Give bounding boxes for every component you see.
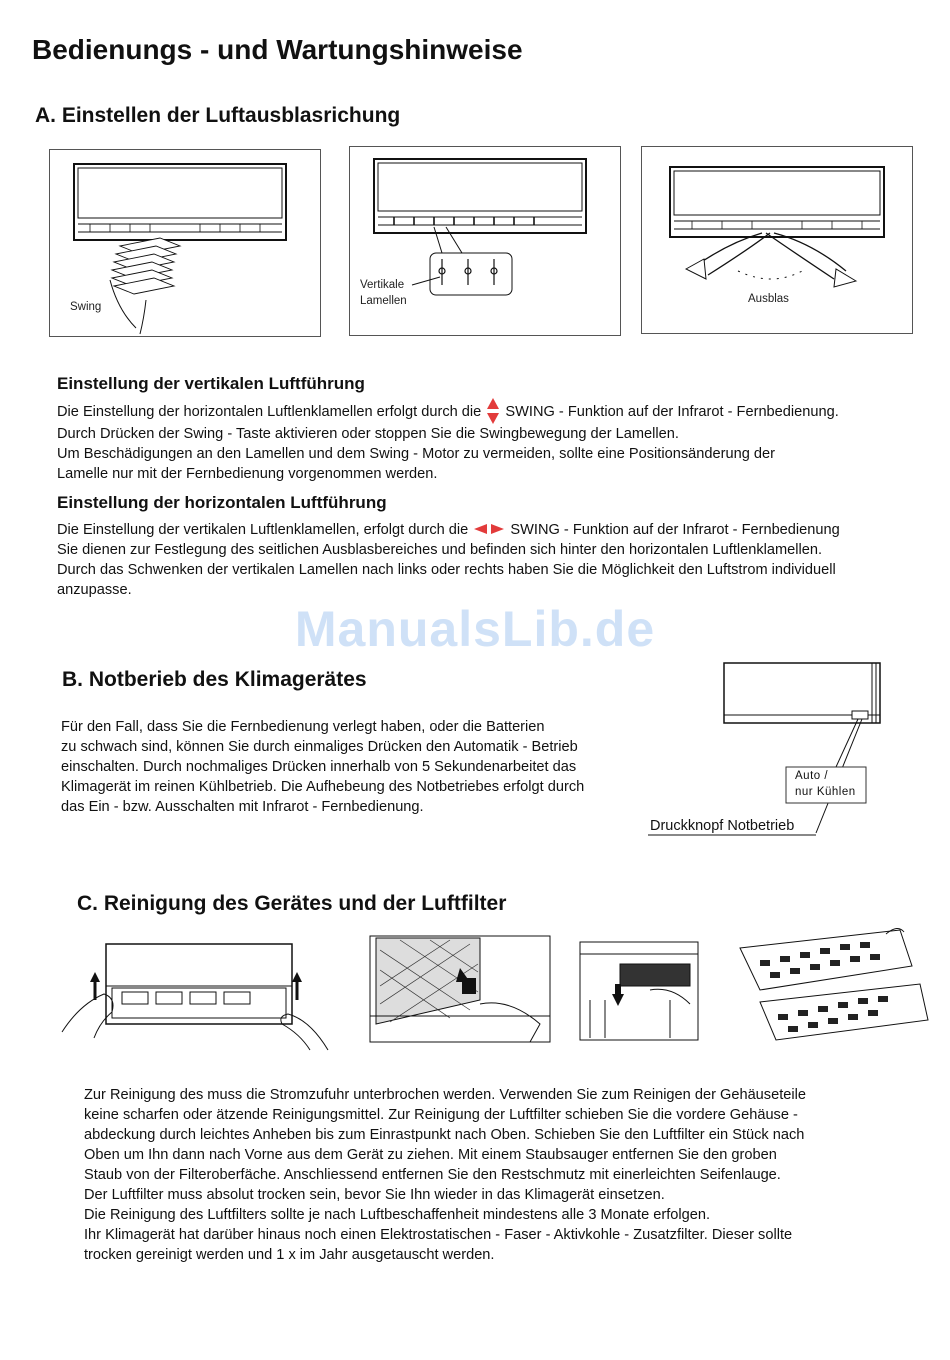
section-b-line: einschalten. Durch nochmaliges Drücken innerhalb von 5 Sekundenarbeitet das — [61, 759, 577, 775]
vertical-text-line: Die Einstellung der horizontalen Luftlenklamellen erfolgt durch die — [57, 404, 482, 420]
horizontal-swing-arrow-icon — [474, 524, 504, 534]
section-c-line: Die Reinigung des Luftfilters sollte je nach Luftbeschaffenheit mindestens alle 3 Monate erfolgen. — [84, 1207, 711, 1223]
section-b-text — [61, 717, 584, 817]
auto-label-line: nur Kühlen — [795, 786, 856, 798]
horizontal-text-line: Die Einstellung der vertikalen Luftlenklamellen, erfolgt durch die — [57, 522, 469, 538]
section-c-line: Zur Reinigung des muss die Stromzufuhr unterbrochen werden. Verwenden Sie zum Reinigen der Gehäuseteile — [84, 1087, 806, 1103]
figure-ausblas — [641, 146, 913, 334]
vertical-text-line: SWING - Funktion auf der Infrarot - Fernbedienung. — [505, 404, 839, 420]
auto-label — [795, 768, 856, 800]
section-c-heading: C. Reinigung des Gerätes und der Luftfilter — [77, 892, 507, 915]
lamellen-illustration — [350, 147, 620, 335]
page-title: Bedienungs - und Wartungshinweise — [32, 34, 523, 65]
horizontal-text — [57, 520, 840, 600]
section-c-text — [84, 1085, 806, 1265]
lamellen-label: Lamellen — [360, 295, 407, 307]
swing-illustration — [50, 150, 320, 336]
vertical-text — [57, 398, 839, 484]
section-c-line: Oben um Ihn dann nach Vorne aus dem Gerät zu ziehen. Mit einem Staubsauger entfernen Sie den groben — [84, 1147, 777, 1163]
ausblas-label: Ausblas — [748, 293, 789, 305]
vertical-text-line: Lamelle nur mit der Fernbedienung vorgenommen werden. — [57, 466, 438, 482]
horizontal-text-line: Sie dienen zur Festlegung des seitlichen Ausblasbereiches und befinden sich hinter den horizontalen Luftlenklamellen. — [57, 542, 823, 558]
vertical-text-line: Durch Drücken der Swing - Taste aktivieren oder stoppen Sie die Swingbewegung der Lamellen. — [57, 426, 679, 442]
section-a-heading: A. Einstellen der Luftausblasrichung — [35, 104, 401, 127]
section-b-line: Für den Fall, dass Sie die Fernbedienung verlegt haben, oder die Batterien — [61, 719, 545, 735]
auto-label-line: Auto / — [795, 770, 829, 782]
horizontal-text-line: SWING - Funktion auf der Infrarot - Fernbedienung — [510, 522, 840, 538]
section-c-line: Ihr Klimagerät hat darüber hinaus noch einen Elektrostatischen - Faser - Aktivkohle - Zusatzfilter. Dieser sollte — [84, 1227, 793, 1243]
horizontal-heading: Einstellung der horizontalen Luftführung — [57, 493, 387, 512]
cleaning-illustrations — [60, 920, 920, 1050]
section-c-line: Der Luftfilter muss absolut trocken sein, bevor Sie Ihn wieder in das Klimagerät einsetzen. — [84, 1187, 665, 1203]
filter-remove-illustration — [580, 942, 698, 1040]
vertical-swing-arrow-icon — [487, 398, 499, 424]
notbetrieb-illustration — [640, 655, 900, 845]
section-b-heading: B. Notberieb des Klimagerätes — [62, 668, 367, 691]
lift-cover-illustration — [62, 944, 328, 1050]
swing-label: Swing — [70, 301, 102, 313]
section-b-line: das Ein - bzw. Ausschalten mit Infrarot - Fernbedienung. — [61, 799, 424, 815]
vertical-heading: Einstellung der vertikalen Luftführung — [57, 374, 365, 393]
watermark: ManualsLib.de — [294, 601, 656, 657]
filter-lift-illustration — [370, 936, 550, 1042]
section-c-line: keine scharfen oder ätzende Reinigungsmittel. Zur Reinigung der Luftfilter schieben Sie die vordere Gehäuse - — [84, 1107, 798, 1123]
section-c-line: trocken gereinigt werden und 1 x im Jahr ausgetauscht werden. — [84, 1247, 495, 1263]
section-b-line: Klimagerät im reinen Kühlbetrieb. Die Aufhebeung des Notbetriebes erfolgt durch — [61, 779, 585, 795]
druckknopf-label: Druckknopf Notbetrieb — [650, 818, 795, 834]
horizontal-text-line: Durch das Schwenken der vertikalen Lamellen nach links oder rechts haben Sie die Möglichkeit den Luftstrom individuell — [57, 562, 836, 578]
section-c-line: abdeckung durch leichtes Anheben bis zum Einrastpunkt nach Oben. Schieben Sie den Luftfilter ein Stück nach — [84, 1127, 805, 1143]
section-b-line: zu schwach sind, können Sie durch einmaliges Drücken den Automatik - Betrieb — [61, 739, 578, 755]
horizontal-text-line: anzupasse. — [57, 582, 132, 598]
filter-wash-illustration — [740, 928, 928, 1040]
vertikale-label: Vertikale — [360, 279, 405, 291]
vertical-text-line: Um Beschädigungen an den Lamellen und dem Swing - Motor zu vermeiden, sollte eine Positionsänderung der — [57, 446, 775, 462]
section-c-line: Staub von der Filteroberfäche. Anschliessend entfernen Sie den Restschmutz mit einerleichten Seifenlauge. — [84, 1167, 781, 1183]
figure-swing — [49, 149, 321, 337]
figure-vertical-lamellen — [349, 146, 621, 336]
ausblas-illustration — [642, 147, 912, 333]
